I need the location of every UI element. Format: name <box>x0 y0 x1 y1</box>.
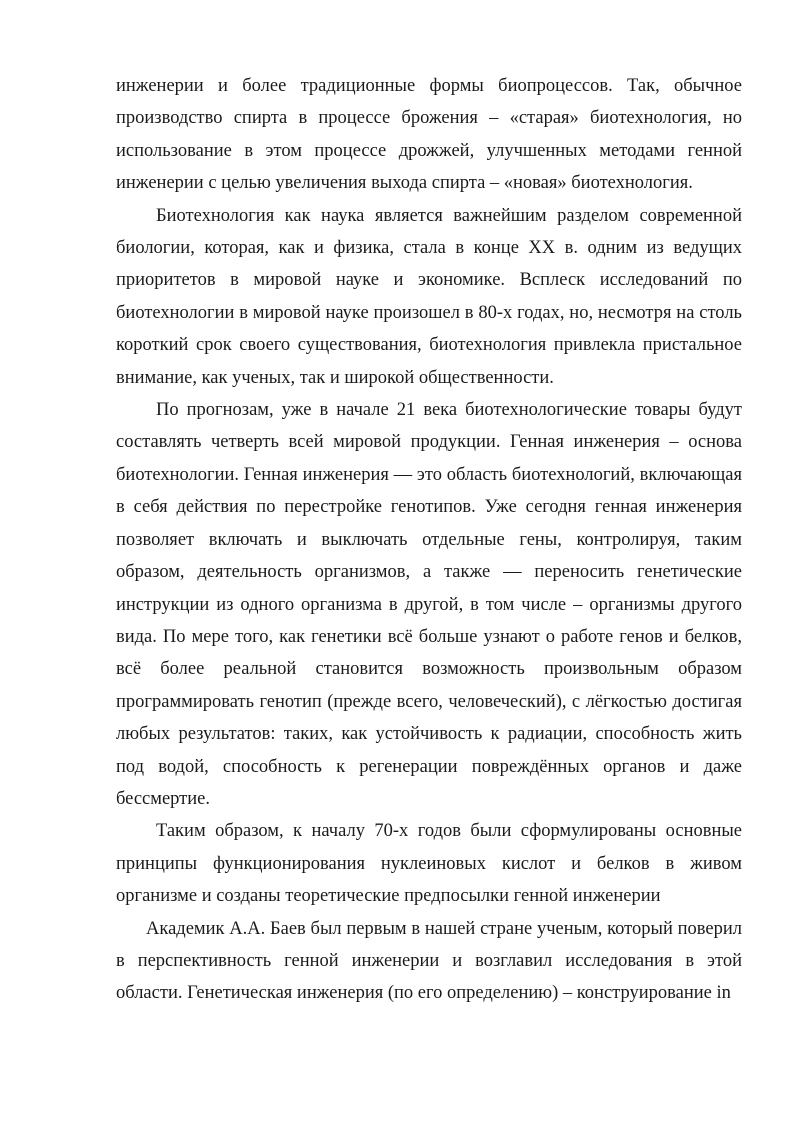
document-body <box>116 70 742 1010</box>
paragraph-3: По прогнозам, уже в начале 21 века биотехнологические товары будут составлять четверть всей мировой продукции. Генная инженерия – основа биотехнологии. Генная инженерия — это область биотехнологий, включающая в себя действия по перестройке генотипов. Уже сегодня генная инженерия позволяет включать и выключать отдельные гены, контролируя, таким образом, деятельность организмов, а также — переносить генетические инструкции из одного организма в другой, в том числе – организмы другого вида. По мере того, как генетики всё больше узнают о работе генов и белков, всё более реальной становится возможность произвольным образом программировать генотип (прежде всего, человеческий), с лёгкостью достигая любых результатов: таких, как устойчивость к радиации, способность жить под водой, способность к регенерации повреждённых органов и даже бессмертие. <box>116 400 742 809</box>
paragraph-4: Таким образом, к началу 70-х годов были сформулированы основные принципы функционирования нуклеиновых кислот и белков в живом организме и созданы теоретические предпосылки генной инженерии <box>116 821 742 907</box>
paragraph-2: Биотехнология как наука является важнейшим разделом современной биологии, которая, как и физика, стала в конце XX в. одним из ведущих приоритетов в мировой науке и экономике. Всплеск исследований по биотехнологии в мировой науке произошел в 80-х годах, но, несмотря на столь короткий срок своего существования, биотехнология привлекла пристальное внимание, как ученых, так и широкой общественности. <box>116 205 742 388</box>
paragraph-1: инженерии и более традиционные формы биопроцессов. Так, обычное производство спирта в процессе брожения – «старая» биотехнология, но использование в этом процессе дрожжей, улучшенных методами генной инженерии с целью увеличения выхода спирта – «новая» биотехнология. <box>116 76 742 194</box>
paragraph-5: Академик А.А. Баев был первым в нашей стране ученым, который поверил в перспективность генной инженерии и возглавил исследования в этой области. Генетическая инженерия (по его определению) – конструирование in <box>116 918 742 1004</box>
